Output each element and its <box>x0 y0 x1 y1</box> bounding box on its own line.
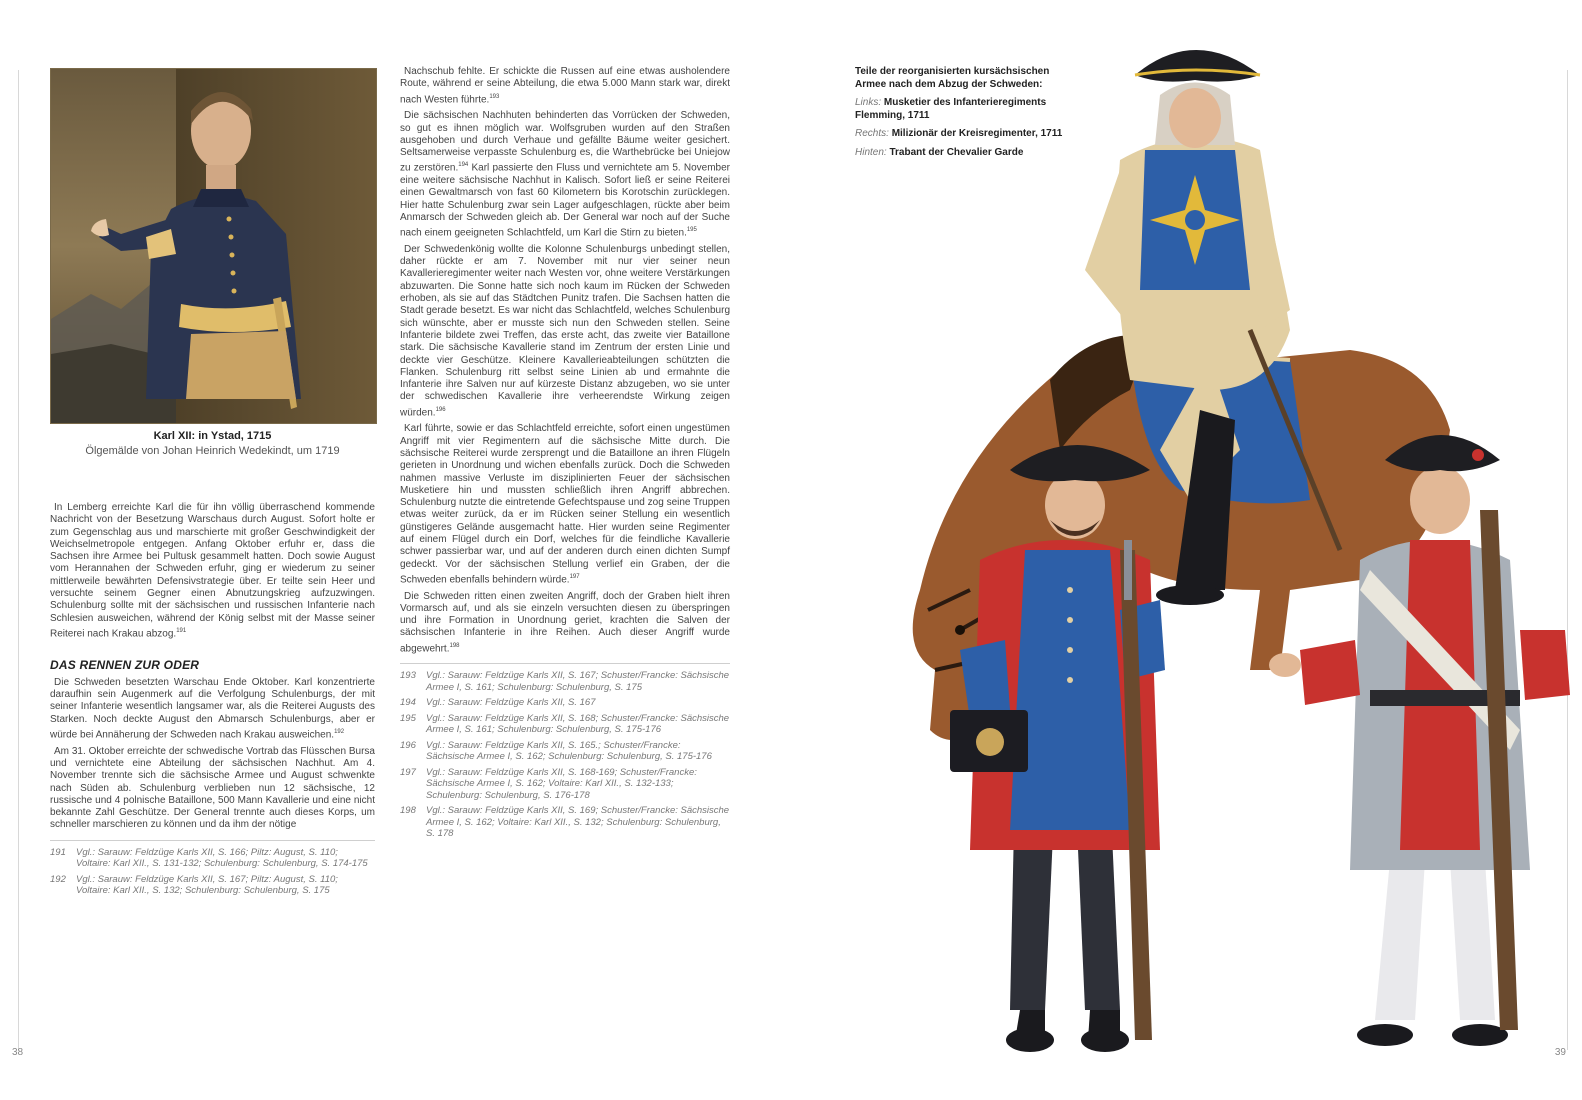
body-paragraph: Die sächsischen Nachhuten behinderten das Vorrücken der Schweden, so gut es ihnen möglich war. Wolfsgruben wurden auf den Straßen ausgehoben und durch Verhaue und gefällte Bäume weiter gesichert. Seltsamerweise verpasste Schulenburg es, die Warthebrücke bei Uniejow zu zerstören.$^{194}$ Karl passierte den Fluss und vernichtete am 5. November eine weitere sächsische Nachhut in Kalisch. Sofort ließ er seine Reiterei einen Gewaltmarsch von fast 60 Kilometern bis Korotschin zurücklegen. Hier hatte Schulenburg zwar sein Lager aufgeschlagen, rückte aber beim Anmarsch der Schweden gleich ab. Der General war noch auf der Suche nach einem geeigneten Schlachtfeld, um Karl die Stirn zu bieten.$^{195}$ <box>400 110 731 239</box>
intro-paragraph: In Lemberg erreichte Karl die für ihn völlig überraschend kommende Nachricht von der Besetzung Warschaus durch August. Sofort holte er zum Gegenschlag aus und marschierte mit großer Geschwindigkeit der Weichselmetropole entgegen. Anfang Oktober erfuhr er, dass die Sachsen ihre Armee bei Pultusk gesammelt hatten. Doch sowie August vom Herannahen der Schweden erfuhr, ging er wiederum zu seiner mittlerweile bewährten Defensivstrategie über. Er teilte sein Heer und versuchte seinem Gegner einen Abnutzungskrieg aufzuzwingen. Schulenburg sollte mit der sächsischen und russischen Infanterie nach Schlesien ausweichen, während der König selbst mit der Masse seiner Reiterei nach Krakau abzog.$^{191}$ <box>50 502 375 640</box>
footnote-ref: 198 <box>449 642 460 649</box>
page-number-left: 38 <box>12 1047 24 1058</box>
footnote: 192 Vgl.: Sarauw: Feldzüge Karls XII, S. 167; Piltz: August, S. 110; Voltaire: Karl XII., S. 132; Schulenburg: Schulenburg, S. 175 <box>50 873 338 897</box>
footnote: 191 Vgl.: Sarauw: Feldzüge Karls XII, S. 166; Piltz: August, S. 110; Voltaire: Karl XII., S. 131-132; Schulenburg: Schulenburg, S. 174-175 <box>50 846 368 870</box>
footnote-ref: 193 <box>489 93 500 100</box>
footnote-ref: 194 <box>458 162 469 169</box>
body-paragraph: Karl führte, sowie er das Schlachtfeld erreichte, sofort einen ungestümen Angriff mit vier Regimentern auf die sächsische Mitte durch. Die sächsische Reiterei wurde zersprengt und die Bataillone an ihren Flügeln gerieten in Unordnung und wichen ebenfalls zurück. Doch die Schweden nahmen massive Verluste im disziplinierten Feuer der sächsischen Musketiere hin und mussten schließlich ihren Angriff abbrechen. Schulenburg nutzte die eintretende Gefechtspause und zog seine Truppen etwas weiter zurück, da er im Rücken seiner Stellung ein wesentlich günstigeres Gelände ausgemacht hatte. Hier wurden seine Regimenter auf einem Flügel durch ein Dorf, welches für die feindliche Kavallerie schwer passierbar war, und auf der anderen durch einen dichten Sumpf gedeckt. Vor der sächsischen Stellung verlief ein Graben, der die Schweden ebenfalls behindern würde.$^{197}$ <box>400 423 730 586</box>
footnote-ref: 192 <box>334 729 345 736</box>
left-margin-line <box>18 70 19 1050</box>
portrait-painting <box>50 68 377 424</box>
portrait-caption-subtitle: Ölgemälde von Johan Heinrich Wedekindt, um 1719 <box>85 445 340 457</box>
illustration-caption <box>855 66 1075 165</box>
footnote: 196 Vgl.: Sarauw: Feldzüge Karls XII, S. 165.; Schuster/Francke: Sächsische Armee I, S. 162; Schulenburg: Schulenburg, S. 175-176 <box>400 739 712 763</box>
footnote-divider <box>400 663 730 664</box>
body-paragraph: Die Schweden ritten einen zweiten Angriff, doch der Graben hielt ihren Vormarsch auf, und als sie einzeln versuchten diesen zu überspringen und ihre Formation in Unordnung geriet, krachten die Salven der sächsischen Infanterie in ihre Reihen. Auch dieser Angriff wurde abgewehrt.$^{198}$ <box>400 590 730 655</box>
footnote: 194 Vgl.: Sarauw: Feldzüge Karls XII, S. 167 <box>400 697 596 709</box>
footnote-ref: 195 <box>686 227 697 234</box>
portrait-caption-title: Karl XII: in Ystad, 1715 <box>153 430 272 442</box>
section-paragraph: Die Schweden besetzten Warschau Ende Oktober. Karl konzentrierte daraufhin sein Augenmerk auf die Verfolgung Schulenburgs, der mit seiner Infanterie wesentlich langsamer war, als die Reiterei Augusts des Starken. Noch deckte August den Abmarsch Schulenburgs, aber er würde bei Annäherung der Schweden nach Krakau ausweichen.$^{192}$ <box>50 676 375 741</box>
caption-item-rear: Hinten: Trabant der Chevalier Garde <box>855 146 1024 158</box>
right-page <box>790 0 1582 1100</box>
page-number-right: 39 <box>1554 1047 1566 1058</box>
section-paragraph: Am 31. Oktober erreichte der schwedische Vortrab das Flüsschen Bursa und vernichtete eine Abteilung der sächsischen Nachhut. Am 4. November trennte sich die sächsische Armee und August schwenkte nach Süden ab. Schulenburg verblieben nun 12 sächsische, 12 russische und 4 polnische Bataillone, 500 Mann Kavallerie und eine nicht bekannte Zahl Geschütze. Der General trennte auch dieses Korps, um schneller marschieren zu können und da ihm der nötige <box>50 745 375 831</box>
left-text-column <box>50 502 375 901</box>
middle-text-column <box>400 66 730 844</box>
footnote-ref: 191 <box>176 627 187 634</box>
footnote: 198 Vgl.: Sarauw: Feldzüge Karls XII, S. 169; Schuster/Francke: Sächsische Armee I, S. 162; Voltaire: Karl XII., S. 132; Schulenburg: Schulenburg, S. 178 <box>400 805 730 840</box>
caption-item-right: Rechts: Milizionär der Kreisregimenter, 1711 <box>855 128 1063 139</box>
footnote: 195 Vgl.: Sarauw: Feldzüge Karls XII, S. 168; Schuster/Francke: Sächsische Armee I, S. 161; Schulenburg: Schulenburg, S. 175-176 <box>400 712 730 736</box>
footnote: 197 Vgl.: Sarauw: Feldzüge Karls XII, S. 168-169; Schuster/Francke: Sächsische Armee I, S. 162; Voltaire: Karl XII., S. 132-133; Schulenburg: Schulenburg, S. 176-178 <box>400 766 697 801</box>
section-heading: DAS RENNEN ZUR ODER <box>50 657 200 672</box>
footnote-ref: 196 <box>435 406 446 413</box>
left-page <box>0 0 790 1100</box>
footnote-divider <box>50 840 375 841</box>
footnote: 193 Vgl.: Sarauw: Feldzüge Karls XII, S. 167; Schuster/Francke: Sächsische Armee I, S. 161; Schulenburg: Schulenburg, S. 175 <box>400 670 730 693</box>
caption-heading: Teile der reorganisierten kursächsischen Armee nach dem Abzug der Schweden: <box>855 66 1050 90</box>
body-paragraph: Der Schwedenkönig wollte die Kolonne Schulenburgs unbedingt stellen, daher rückte er am 7. November mit nur vier seiner neun Kavallerieregimenter weiter nach Westen vor, ohne weitere Verstärkungen abzuwarten. Die Sonne hatte sich noch kaum im Rücken der Schweden erhoben, als sie auf das Städtchen Punitz trafen. Die Sachsen hatten die Stadt gerade besetzt. Es war nicht das Schlachtfeld, welches Schulenburg sich wünschte, aber er musste sich nun den Schweden stellen. Seine Infanterie bildete zwei Treffen, das erste acht, das zweite vier Bataillone stark. Die sächsische Kavallerie stand im Zentrum der ersten Linie und deckte vier Geschütze. Kleinere Kavallerieabteilungen schützten die Flanken. Schulenburg ritt selbst seine Linien ab und ermahnte die Infanterie ihre Salven nur auf kürzeste Distanz abzugeben, wo sie unter der schwedischen Kavallerie ihre verheerendste Wirkung zeigen würden.$^{196}$ <box>400 243 730 419</box>
caption-item-left: Links: Musketier des Infanterieregiments Flemming, 1711 <box>855 97 1047 121</box>
body-paragraph: Nachschub fehlte. Er schickte die Russen auf eine etwas ausholendere Route, während er seine Abteilung, die etwa 5.000 Mann stark war, direkt nach Westen führte.$^{193}$ <box>400 66 730 105</box>
karl-xii-portrait <box>51 69 376 423</box>
soldiers-illustration <box>830 30 1582 1090</box>
footnote-ref: 197 <box>569 573 580 580</box>
